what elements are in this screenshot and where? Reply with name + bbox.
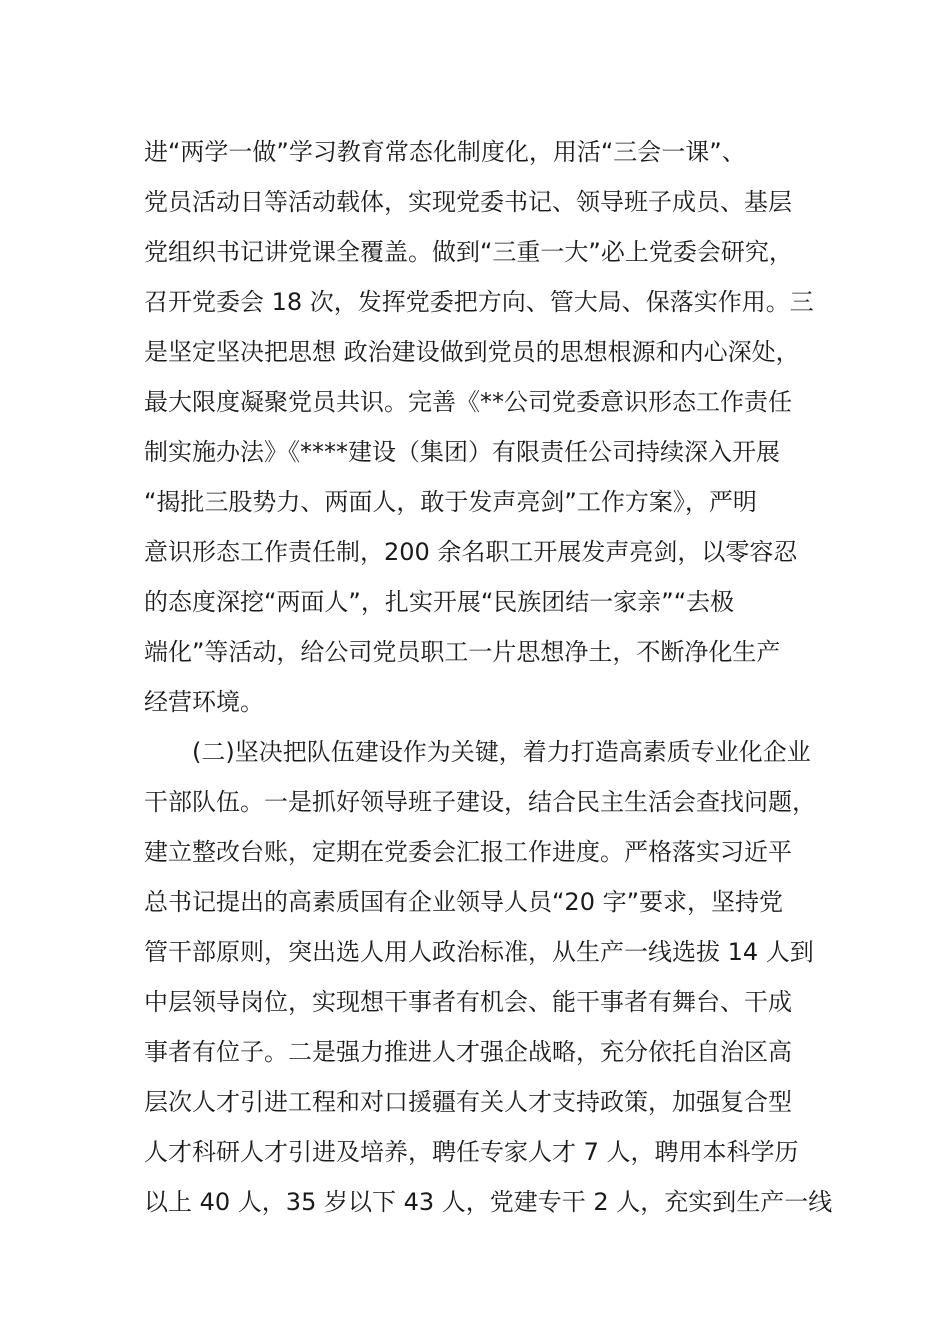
text-line: 意识形态工作责任制，200 余名职工开展发声亮剑，以零容忍	[144, 538, 798, 566]
paragraph-start-line: (二)坚决把队伍建设作为关键，着力打造高素质专业化企业	[192, 738, 811, 766]
text-line: 的态度深挖“两面人”，扎实开展“民族团结一家亲”“去极	[144, 588, 735, 616]
text-line: 总书记提出的高素质国有企业领导人员“20 字”要求，坚持党	[144, 888, 784, 916]
text-line: 以上 40 人，35 岁以下 43 人，党建专干 2 人，充实到生产一线	[144, 1188, 833, 1216]
text-line: 干部队伍。一是抓好领导班子建设，结合民主生活会查找问题，	[144, 788, 816, 816]
text-line: 党组织书记讲党课全覆盖。做到“三重一大”必上党委会研究，	[144, 238, 793, 266]
text-line: 端化”等活动，给公司党员职工一片思想净土，不断净化生产	[144, 638, 781, 666]
text-line: 进“两学一做”学习教育常态化制度化，用活“三会一课”、	[144, 138, 746, 166]
text-line: 党员活动日等活动载体，实现党委书记、领导班子成员、基层	[144, 188, 792, 216]
text-line: 管干部原则，突出选人用人政治标准，从生产一线选拔 14 人到	[144, 938, 814, 966]
text-line: 中层领导岗位，实现想干事者有机会、能干事者有舞台、干成	[144, 988, 792, 1016]
text-line: 是坚定坚决把思想 政治建设做到党员的思想根源和内心深处，	[144, 338, 800, 366]
text-line: “揭批三股势力、两面人，敢于发声亮剑”工作方案》，严明	[144, 488, 757, 516]
body-text	[144, 130, 833, 1230]
text-line: 最大限度凝聚党员共识。完善《**公司党委意识形态工作责任	[144, 388, 792, 416]
text-line: 人才科研人才引进及培养，聘任专家人才 7 人，聘用本科学历	[144, 1138, 799, 1166]
text-line: 层次人才引进工程和对口援疆有关人才支持政策，加强复合型	[144, 1088, 792, 1116]
text-line: 事者有位子。二是强力推进人才强企战略，充分依托自治区高	[144, 1038, 792, 1066]
text-line: 建立整改台账，定期在党委会汇报工作进度。严格落实习近平	[144, 838, 792, 866]
text-line: 经营环境。	[144, 688, 264, 716]
text-line: 召开党委会 18 次，发挥党委把方向、管大局、保落实作用。三	[144, 288, 814, 316]
text-line: 制实施办法》《****建设（集团）有限责任公司持续深入开展	[144, 438, 780, 466]
